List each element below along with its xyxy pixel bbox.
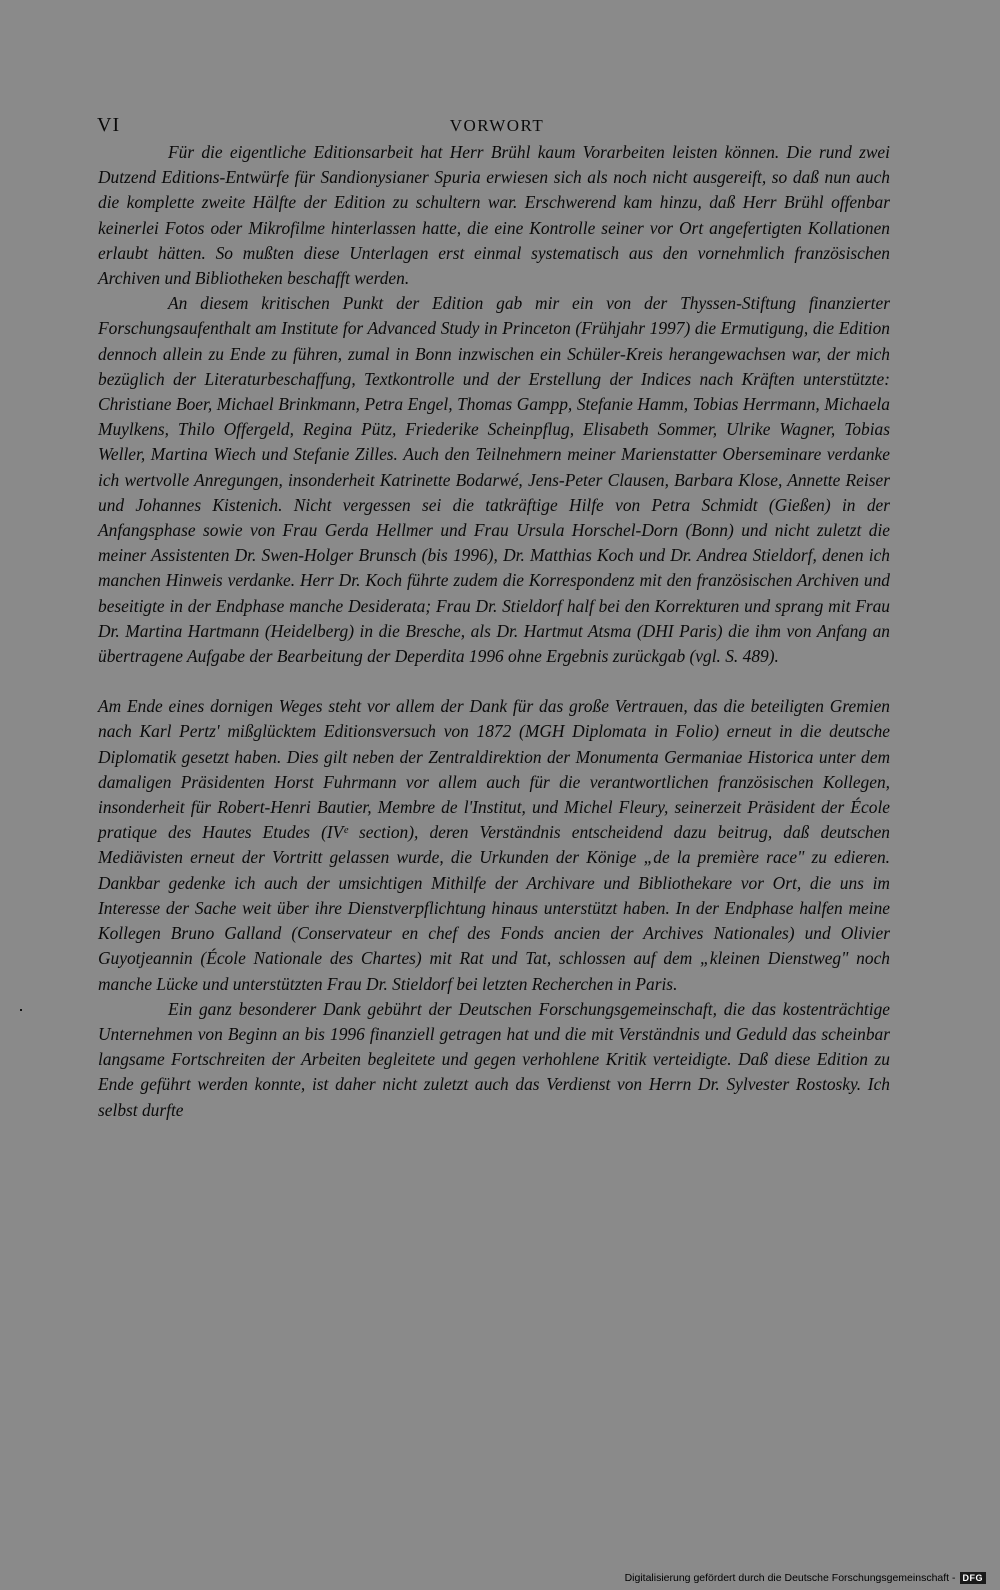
dfg-logo-icon: DFG — [960, 1572, 987, 1584]
body-text — [98, 140, 890, 1123]
page-number: VI — [97, 114, 121, 136]
paragraph-4: Ein ganz besonderer Dank gebührt der Deutschen Forschungsgemeinschaft, die das kostenträchtige Unternehmen von Beginn an bis 1996 finanziell getragen hat und die mit Verständnis und Geduld das scheinbar langsame Fortschreiten der Arbeiten begleitete und gegen verhohlene Kritik verteidigte. Daß diese Edition zu Ende geführt werden konnte, ist daher nicht zuletzt auch das Verdienst von Herrn Dr. Sylvester Rostosky. Ich selbst durfte — [98, 998, 890, 1120]
footer-text: Digitalisierung gefördert durch die Deutsche Forschungsgemeinschaft - — [624, 1572, 956, 1584]
paragraph-1: Für die eigentliche Editionsarbeit hat Herr Brühl kaum Vorarbeiten leisten können. Die rund zwei Dutzend Editions-Entwürfe für Sandionysianer Spuria erwiesen sich als noch nicht ausgereift, so daß nun auch die komplette zweite Hälfte der Edition zu schultern war. Erschwerend kam hinzu, daß Herr Brühl offenbar keinerlei Fotos oder Mikrofilme hinterlassen hatte, die eine Kontrolle seiner vor Ort angefertigten Kollationen erlaubt hätten. So mußten diese Unterlagen erst einmal systematisch aus den vornehmlich französischen Archiven und Bibliotheken beschafft werden. — [98, 142, 890, 289]
paragraph-2: An diesem kritischen Punkt der Edition gab mir ein von der Thyssen-Stiftung finanzierter Forschungsaufenthalt am Institute for Advanced Study in Princeton (Frühjahr 1997) die Ermutigung, die Edition dennoch allein zu Ende zu führen, zumal in Bonn inzwischen ein Schüler-Kreis herangewachsen war, der mich bezüglich der Literaturbeschaffung, Textkontrolle und der Erstellung der Indices nach Kräften unterstützte: Christiane Boer, Michael Brinkmann, Petra Engel, Thomas Gampp, Stefanie Hamm, Tobias Herrmann, Michaela Muylkens, Thilo Offergeld, Regina Pütz, Friederike Scheinpflug, Elisabeth Sommer, Ulrike Wagner, Tobias Weller, Martina Wiech und Stefanie Zilles. Auch den Teilnehmern meiner Marienstatter Oberseminare verdanke ich wertvolle Anregungen, insonderheit Katrinette Bodarwé, Jens-Peter Clausen, Barbara Klose, Annette Reiser und Johannes Kistenich. Nicht vergessen sei die tatkräftige Hilfe von Petra Schmidt (Gießen) in der Anfangsphase sowie von Frau Gerda Hellmer und Frau Ursula Horschel-Dorn (Bonn) und nicht zuletzt die meiner Assistenten Dr. Swen-Holger Brunsch (bis 1996), Dr. Matthias Koch und Dr. Andrea Stieldorf, denen ich manchen Hinweis verdanke. Herr Dr. Koch führte zudem die Korrespondenz mit den französischen Archiven und beseitigte in der Endphase manche Desiderata; Frau Dr. Stieldorf half bei den Korrekturen und sprang mit Frau Dr. Martina Hartmann (Heidelberg) in die Bresche, als Dr. Hartmut Atsma (DHI Paris) die ihm von Anfang an übertragene Aufgabe der Bearbeitung der Deperdita 1996 ohne Ergebnis zurückgab (vgl. S. 489). — [98, 293, 890, 667]
paragraph-3: Am Ende eines dornigen Weges steht vor allem der Dank für das große Vertrauen, das die beteiligten Gremien nach Karl Pertz' mißglücktem Editionsversuch von 1872 (MGH Diplomata in Folio) erneut in die deutsche Diplomatik gesetzt haben. Dies gilt neben der Zentraldirektion der Monumenta Germaniae Historica unter dem damaligen Präsidenten Horst Fuhrmann vor allem auch für die verantwortlichen französischen Kollegen, insonderheit für Robert-Henri Bautier, Membre de l'Institut, und Michel Fleury, seinerzeit Präsident der École pratique des Hautes Etudes (IVᵉ section), deren Verständnis entscheidend dazu beitrug, daß deutschen Mediävisten erneut der Vortritt gelassen wurde, die Urkunden der Könige „de la première race" zu edieren. Dankbar gedenke ich auch der umsichtigen Mithilfe der Archivare und Bibliothekare vor Ort, die uns im Interesse der Sache weit über ihre Dienstverpflichtung hinaus unterstützt haben. In der Endphase halfen meine Kollegen Bruno Galland (Conservateur en chef des Fonds ancien der Archives Nationales) und Olivier Guyotjeannin (École Nationale des Chartes) mit Rat und Tat, schlossen auf dem „kleinen Dienstweg" noch manche Lücke und unterstützten Frau Dr. Stieldorf bei letzten Recherchen in Paris. — [98, 696, 890, 994]
scan-speck — [20, 1009, 22, 1011]
running-head: VORWORT — [449, 116, 545, 135]
digitization-footer — [625, 1572, 986, 1584]
